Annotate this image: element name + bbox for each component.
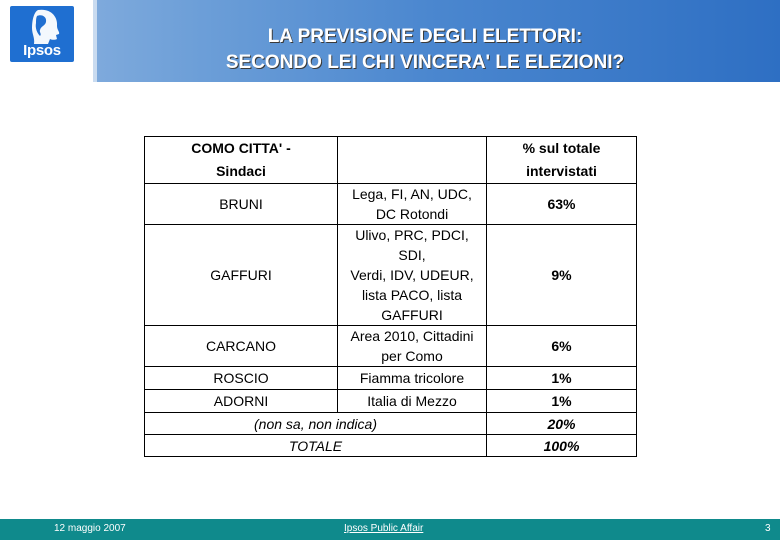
- candidate-parties: Italia di Mezzo: [338, 390, 487, 413]
- logo-text: Ipsos: [23, 42, 61, 59]
- table-header-row: [145, 137, 637, 184]
- candidate-name: GAFFURI: [145, 225, 338, 326]
- header-banner: [0, 0, 780, 82]
- candidate-name: ROSCIO: [145, 367, 338, 390]
- candidate-name: ADORNI: [145, 390, 338, 413]
- footer-bar: [0, 519, 780, 540]
- candidate-percentage: 6%: [487, 326, 637, 367]
- table-row: [145, 390, 637, 413]
- candidate-parties: Area 2010, Cittadini per Como: [338, 326, 487, 367]
- candidate-percentage: 1%: [487, 367, 637, 390]
- page-title: [140, 24, 710, 76]
- candidate-parties: Fiamma tricolore: [338, 367, 487, 390]
- table-row: [145, 184, 637, 225]
- footer-link[interactable]: Ipsos Public Affair: [344, 523, 424, 534]
- candidate-parties: Ulivo, PRC, PDCI, SDI, Verdi, IDV, UDEUR, lista PACO, lista GAFFURI: [338, 225, 487, 326]
- header-candidates: COMO CITTA' - Sindaci: [145, 137, 338, 184]
- results-table: [144, 136, 637, 457]
- header-percentage: % sul totale intervistati: [487, 137, 637, 184]
- logo-separator: [93, 0, 97, 82]
- table-row-nonsa: [145, 413, 637, 435]
- table-row: [145, 367, 637, 390]
- candidate-parties: Lega, FI, AN, UDC, DC Rotondi: [338, 184, 487, 225]
- ipsos-logo: [10, 6, 74, 62]
- total-label: TOTALE: [145, 435, 487, 457]
- nonsa-label: (non sa, non indica): [145, 413, 487, 435]
- candidate-percentage: 9%: [487, 225, 637, 326]
- total-percentage: 100%: [487, 435, 637, 457]
- table-row: [145, 326, 637, 367]
- header-parties: [338, 137, 487, 184]
- candidate-percentage: 1%: [487, 390, 637, 413]
- table-row-total: [145, 435, 637, 457]
- footer-date: 12 maggio 2007: [54, 523, 126, 534]
- candidate-name: BRUNI: [145, 184, 338, 225]
- title-line-1: LA PREVISIONE DEGLI ELETTORI:: [267, 26, 583, 47]
- page-number: 3: [765, 523, 771, 534]
- table-row: [145, 225, 637, 326]
- candidate-percentage: 63%: [487, 184, 637, 225]
- candidate-name: CARCANO: [145, 326, 338, 367]
- logo-area: [0, 0, 93, 82]
- nonsa-percentage: 20%: [487, 413, 637, 435]
- title-line-2: SECONDO LEI CHI VINCERA' LE ELEZIONI?: [225, 52, 625, 73]
